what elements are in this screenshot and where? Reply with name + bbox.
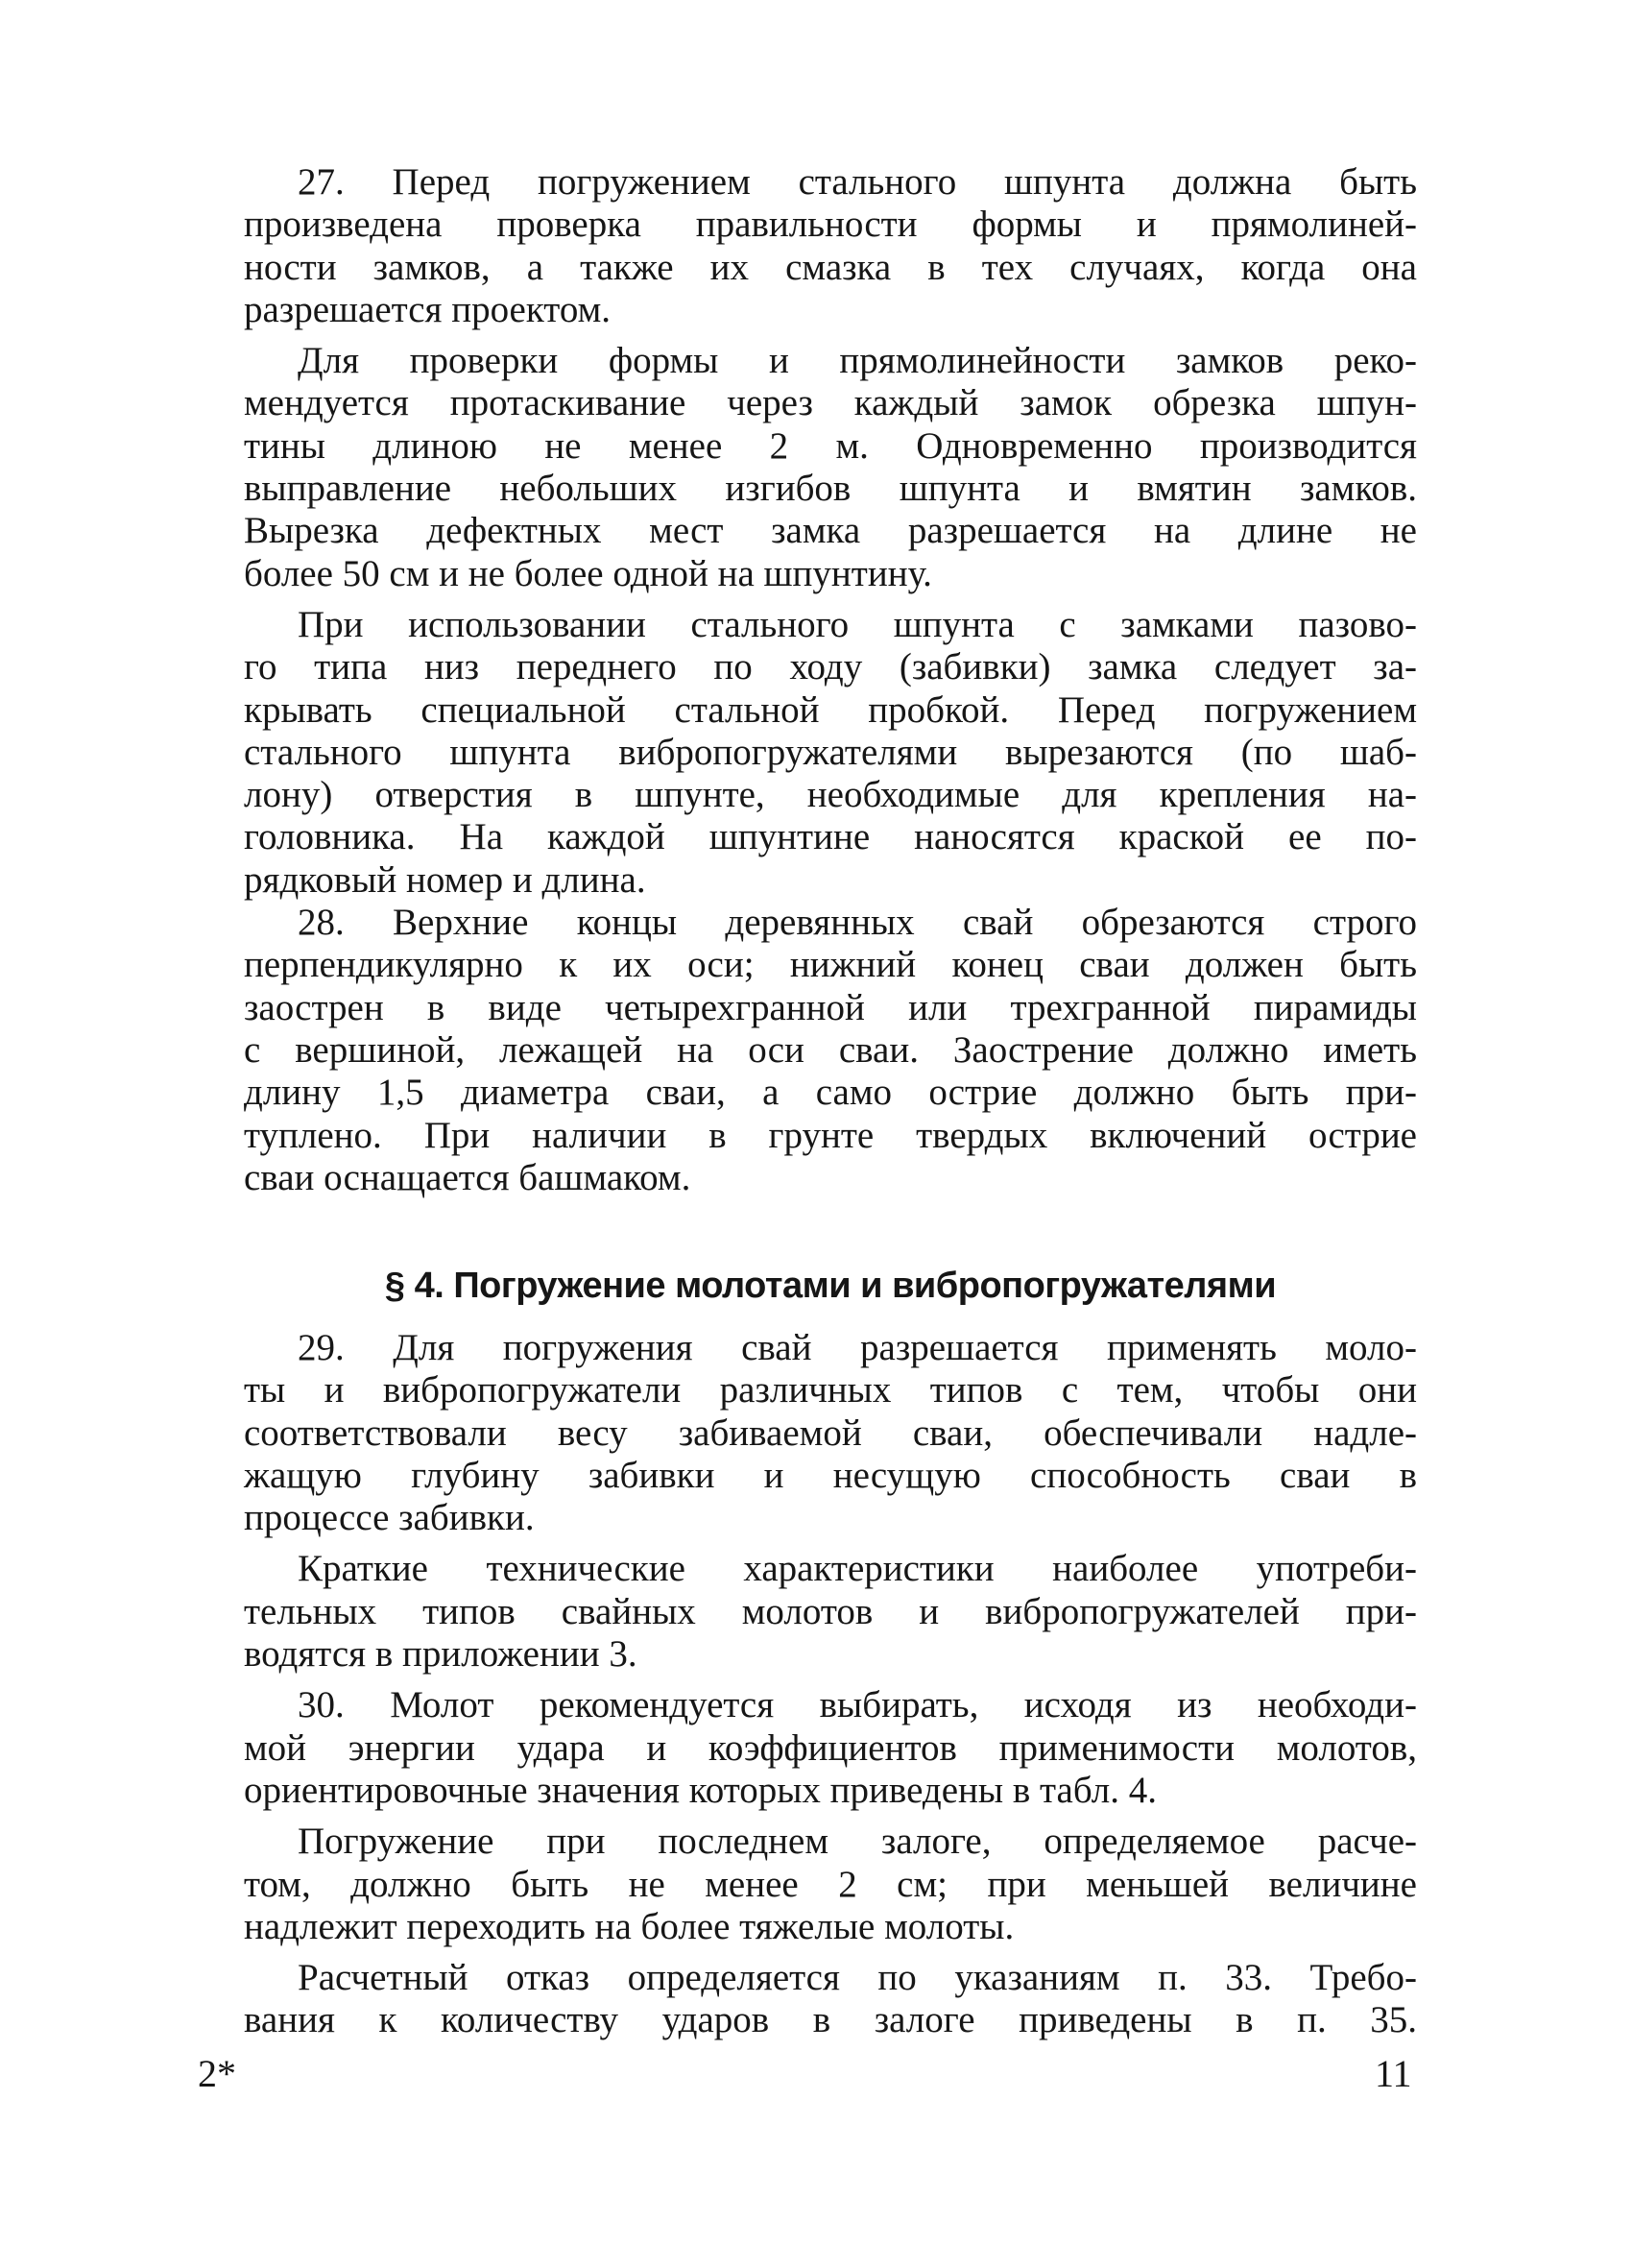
paragraph-groove-locks: [244, 604, 1417, 902]
text-block-top: [244, 161, 1417, 1199]
paragraph-28: [244, 902, 1417, 1199]
paragraph-last-set: [244, 1821, 1417, 1948]
text-line: ориентировочные значения которых приведены в табл. 4.: [244, 1769, 1157, 1811]
text-line: головника. На каждой шпунтине наносятся краской ее по-: [244, 816, 1417, 858]
text-line: длину 1,5 диаметра сваи, а само острие должно быть при-: [244, 1072, 1417, 1114]
text-line: го типа низ переднего по ходу (забивки) замка следует за-: [244, 646, 1417, 688]
text-line: заострен в виде четырехгранной или трехгранной пирамиды: [244, 986, 1417, 1028]
text-line: 29. Для погружения свай разрешается применять моло-: [298, 1327, 1417, 1368]
paragraph-characteristics: [244, 1548, 1417, 1676]
text-line: тины длиною не менее 2 м. Одновременно производится: [244, 424, 1417, 467]
text-line: лону) отверстия в шпунте, необходимые для крепления на-: [244, 774, 1417, 816]
text-line: произведена проверка правильности формы и прямолиней-: [244, 204, 1417, 246]
text-line: 30. Молот рекомендуется выбирать, исходя из необходи-: [298, 1684, 1417, 1726]
text-line: выправление небольших изгибов шпунта и вмятин замков.: [244, 468, 1417, 510]
section-heading: § 4. Погружение молотами и вибропогружателями: [384, 1266, 1277, 1306]
text-line: тельных типов свайных молотов и вибропогружателей при-: [244, 1590, 1417, 1632]
paragraph-27: [244, 161, 1417, 331]
text-line: более 50 см и не более одной на шпунтину.: [244, 552, 932, 594]
paragraph-calculated-refusal: [244, 1957, 1417, 2042]
text-line: разрешается проектом.: [244, 288, 612, 330]
text-line: рядковый номер и длина.: [244, 858, 646, 901]
text-line: вания к количеству ударов в залоге приведены в п. 35.: [244, 1999, 1417, 2041]
text-line: с вершиной, лежащей на оси сваи. Заострение должно иметь: [244, 1028, 1417, 1071]
text-line: Для проверки формы и прямолинейности замков реко-: [298, 340, 1417, 382]
text-line: 28. Верхние концы деревянных свай обрезаются строго: [298, 902, 1417, 944]
text-line: том, должно быть не менее 2 см; при меньшей величине: [244, 1863, 1417, 1905]
paragraph-29: [244, 1327, 1417, 1539]
text-line: ты и вибропогружатели различных типов с тем, чтобы они: [244, 1369, 1417, 1411]
text-line: соответствовали весу забиваемой сваи, обеспечивали надле-: [244, 1411, 1417, 1454]
text-line: Вырезка дефектных мест замка разрешается на длине не: [244, 510, 1417, 552]
text-line: Краткие технические характеристики наиболее употреби-: [298, 1548, 1417, 1590]
text-line: водятся в приложении 3.: [244, 1633, 637, 1676]
text-line: 27. Перед погружением стального шпунта должна быть: [298, 161, 1417, 203]
paragraph-lock-check: [244, 340, 1417, 595]
text-line: сваи оснащается башмаком.: [244, 1156, 691, 1198]
text-block-bottom: [244, 1327, 1417, 2042]
paragraph-30: [244, 1684, 1417, 1812]
page-number: 11: [1375, 2052, 1412, 2095]
text-line: процессе забивки.: [244, 1497, 535, 1539]
text-line: Погружение при последнем залоге, определяемое расче-: [298, 1821, 1417, 1863]
text-line: крывать специальной стальной пробкой. Перед погружением: [244, 688, 1417, 731]
text-line: ности замков, а также их смазка в тех случаях, когда она: [244, 246, 1417, 288]
text-line: жащую глубину забивки и несущую способность сваи в: [244, 1454, 1417, 1496]
signature-mark: 2*: [198, 2052, 236, 2095]
text-line: мендуется протаскивание через каждый замок обрезка шпун-: [244, 382, 1417, 424]
text-line: Расчетный отказ определяется по указаниям п. 33. Требо-: [298, 1957, 1417, 1999]
text-line: мой энергии удара и коэффициентов применимости молотов,: [244, 1726, 1417, 1769]
text-line: стального шпунта вибропогружателями вырезаются (по шаб-: [244, 731, 1417, 773]
text-line: перпендикулярно к их оси; нижний конец сваи должен быть: [244, 944, 1417, 986]
text-line: При использовании стального шпунта с замками пазово-: [298, 603, 1417, 645]
text-line: туплено. При наличии в грунте твердых включений острие: [244, 1114, 1417, 1156]
text-line: надлежит переходить на более тяжелые молоты.: [244, 1905, 1015, 1947]
